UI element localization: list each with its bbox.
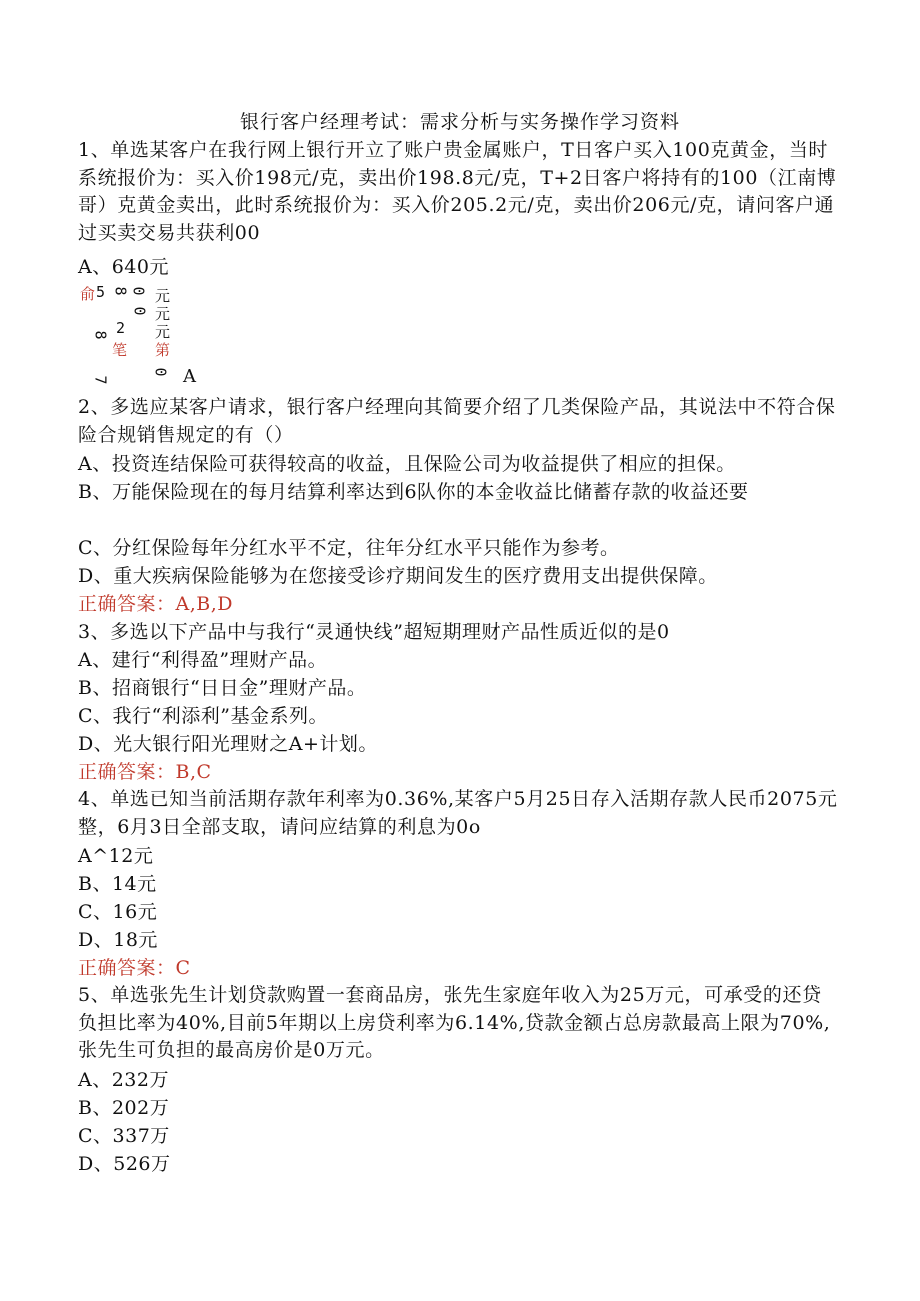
question-2-option-a: A、投资连结保险可获得较高的收益，且保险公司为收益提供了相应的担保。 xyxy=(78,453,736,475)
garbled-char: 8 xyxy=(111,286,130,296)
question-3-option-d: D、光大银行阳光理财之A+计划。 xyxy=(78,733,378,755)
garbled-char: 8 xyxy=(91,330,110,340)
question-4-stem: 4、单选已知当前活期存款年利率为0.36%,某客户5月25日存入活期存款人民币2075元整，6月3日全部支取，请问应结算的利息为0o xyxy=(78,788,838,838)
question-1-option-a: A、640元 xyxy=(78,256,169,278)
garbled-char: 第 xyxy=(155,341,171,359)
garbled-char: 5 xyxy=(96,283,106,301)
question-5-stem: 5、单选张先生计划贷款购置一套商品房，张先生家庭年收入为25万元，可承受的还贷负担比率为40%,目前5年期以上房贷利率为6.14%,贷款金额占总房款最高上限为70%,张先生可负担的最高房价是0万元。 xyxy=(78,984,831,1061)
question-4-option-c: C、16元 xyxy=(78,901,158,923)
garbled-char: 元 xyxy=(155,287,171,305)
question-4-option-b: B、14元 xyxy=(78,873,157,895)
question-3-answer: 正确答案：B,C xyxy=(78,761,212,783)
question-2-option-d: D、重大疾病保险能够为在您接受诊疗期间发生的医疗费用支出提供保障。 xyxy=(78,565,718,587)
document-title: 银行客户经理考试：需求分析与实务操作学习资料 xyxy=(239,111,680,133)
question-2-stem: 2、多选应某客户请求，银行客户经理向其简要介绍了几类保险产品，其说法中不符合保险合规销售规定的有（） xyxy=(78,396,836,446)
garbled-char: 0 xyxy=(151,367,170,377)
question-4-option-d: D、18元 xyxy=(78,929,158,951)
question-2-option-c: C、分红保险每年分红水平不定，往年分红水平只能作为参考。 xyxy=(78,537,620,559)
question-3-stem: 3、多选以下产品中与我行“灵通快线”超短期理财产品性质近似的是0 xyxy=(78,621,670,643)
garbled-char: 0 xyxy=(129,286,148,296)
garbled-char: 0 xyxy=(130,306,149,316)
garbled-char: A xyxy=(183,366,196,387)
question-3-option-c: C、我行“利添利”基金系列。 xyxy=(78,705,328,727)
question-5-option-d: D、526万 xyxy=(78,1153,171,1175)
question-5-option-b: B、202万 xyxy=(78,1097,170,1119)
question-5-option-a: A、232万 xyxy=(78,1069,169,1091)
question-2-option-b: B、万能保险现在的每月结算利率达到6队你的本金收益比储蓄存款的收益还要 xyxy=(78,481,749,503)
garbled-char: 元 xyxy=(155,323,171,341)
question-1-stem: 1、单选某客户在我行网上银行开立了账户贵金属账户，T日客户买入100克黄金，当时系统报价为：买入价198元/克，卖出价198.8元/克，T+2日客户将持有的100（江南博哥）克黄金卖出，此时系统报价为：买入价205.2元/克，卖出价206元/克，请问客户通过买卖交易共获利00 xyxy=(78,139,837,244)
question-5-option-c: C、337万 xyxy=(78,1125,170,1147)
question-4-option-a: A^12元 xyxy=(78,845,154,867)
question-4-answer: 正确答案：C xyxy=(78,957,191,979)
garbled-char: 2 xyxy=(116,319,126,337)
question-3-option-b: B、招商银行“日日金”理财产品。 xyxy=(78,677,367,699)
garbled-char: 元 xyxy=(155,305,171,323)
garbled-char: 俞 xyxy=(80,285,96,303)
garbled-char: 7 xyxy=(91,375,110,385)
question-2-answer: 正确答案：A,B,D xyxy=(78,593,233,615)
question-3-option-a: A、建行“利得盈”理财产品。 xyxy=(78,649,328,671)
garbled-char: 笔 xyxy=(112,341,128,359)
